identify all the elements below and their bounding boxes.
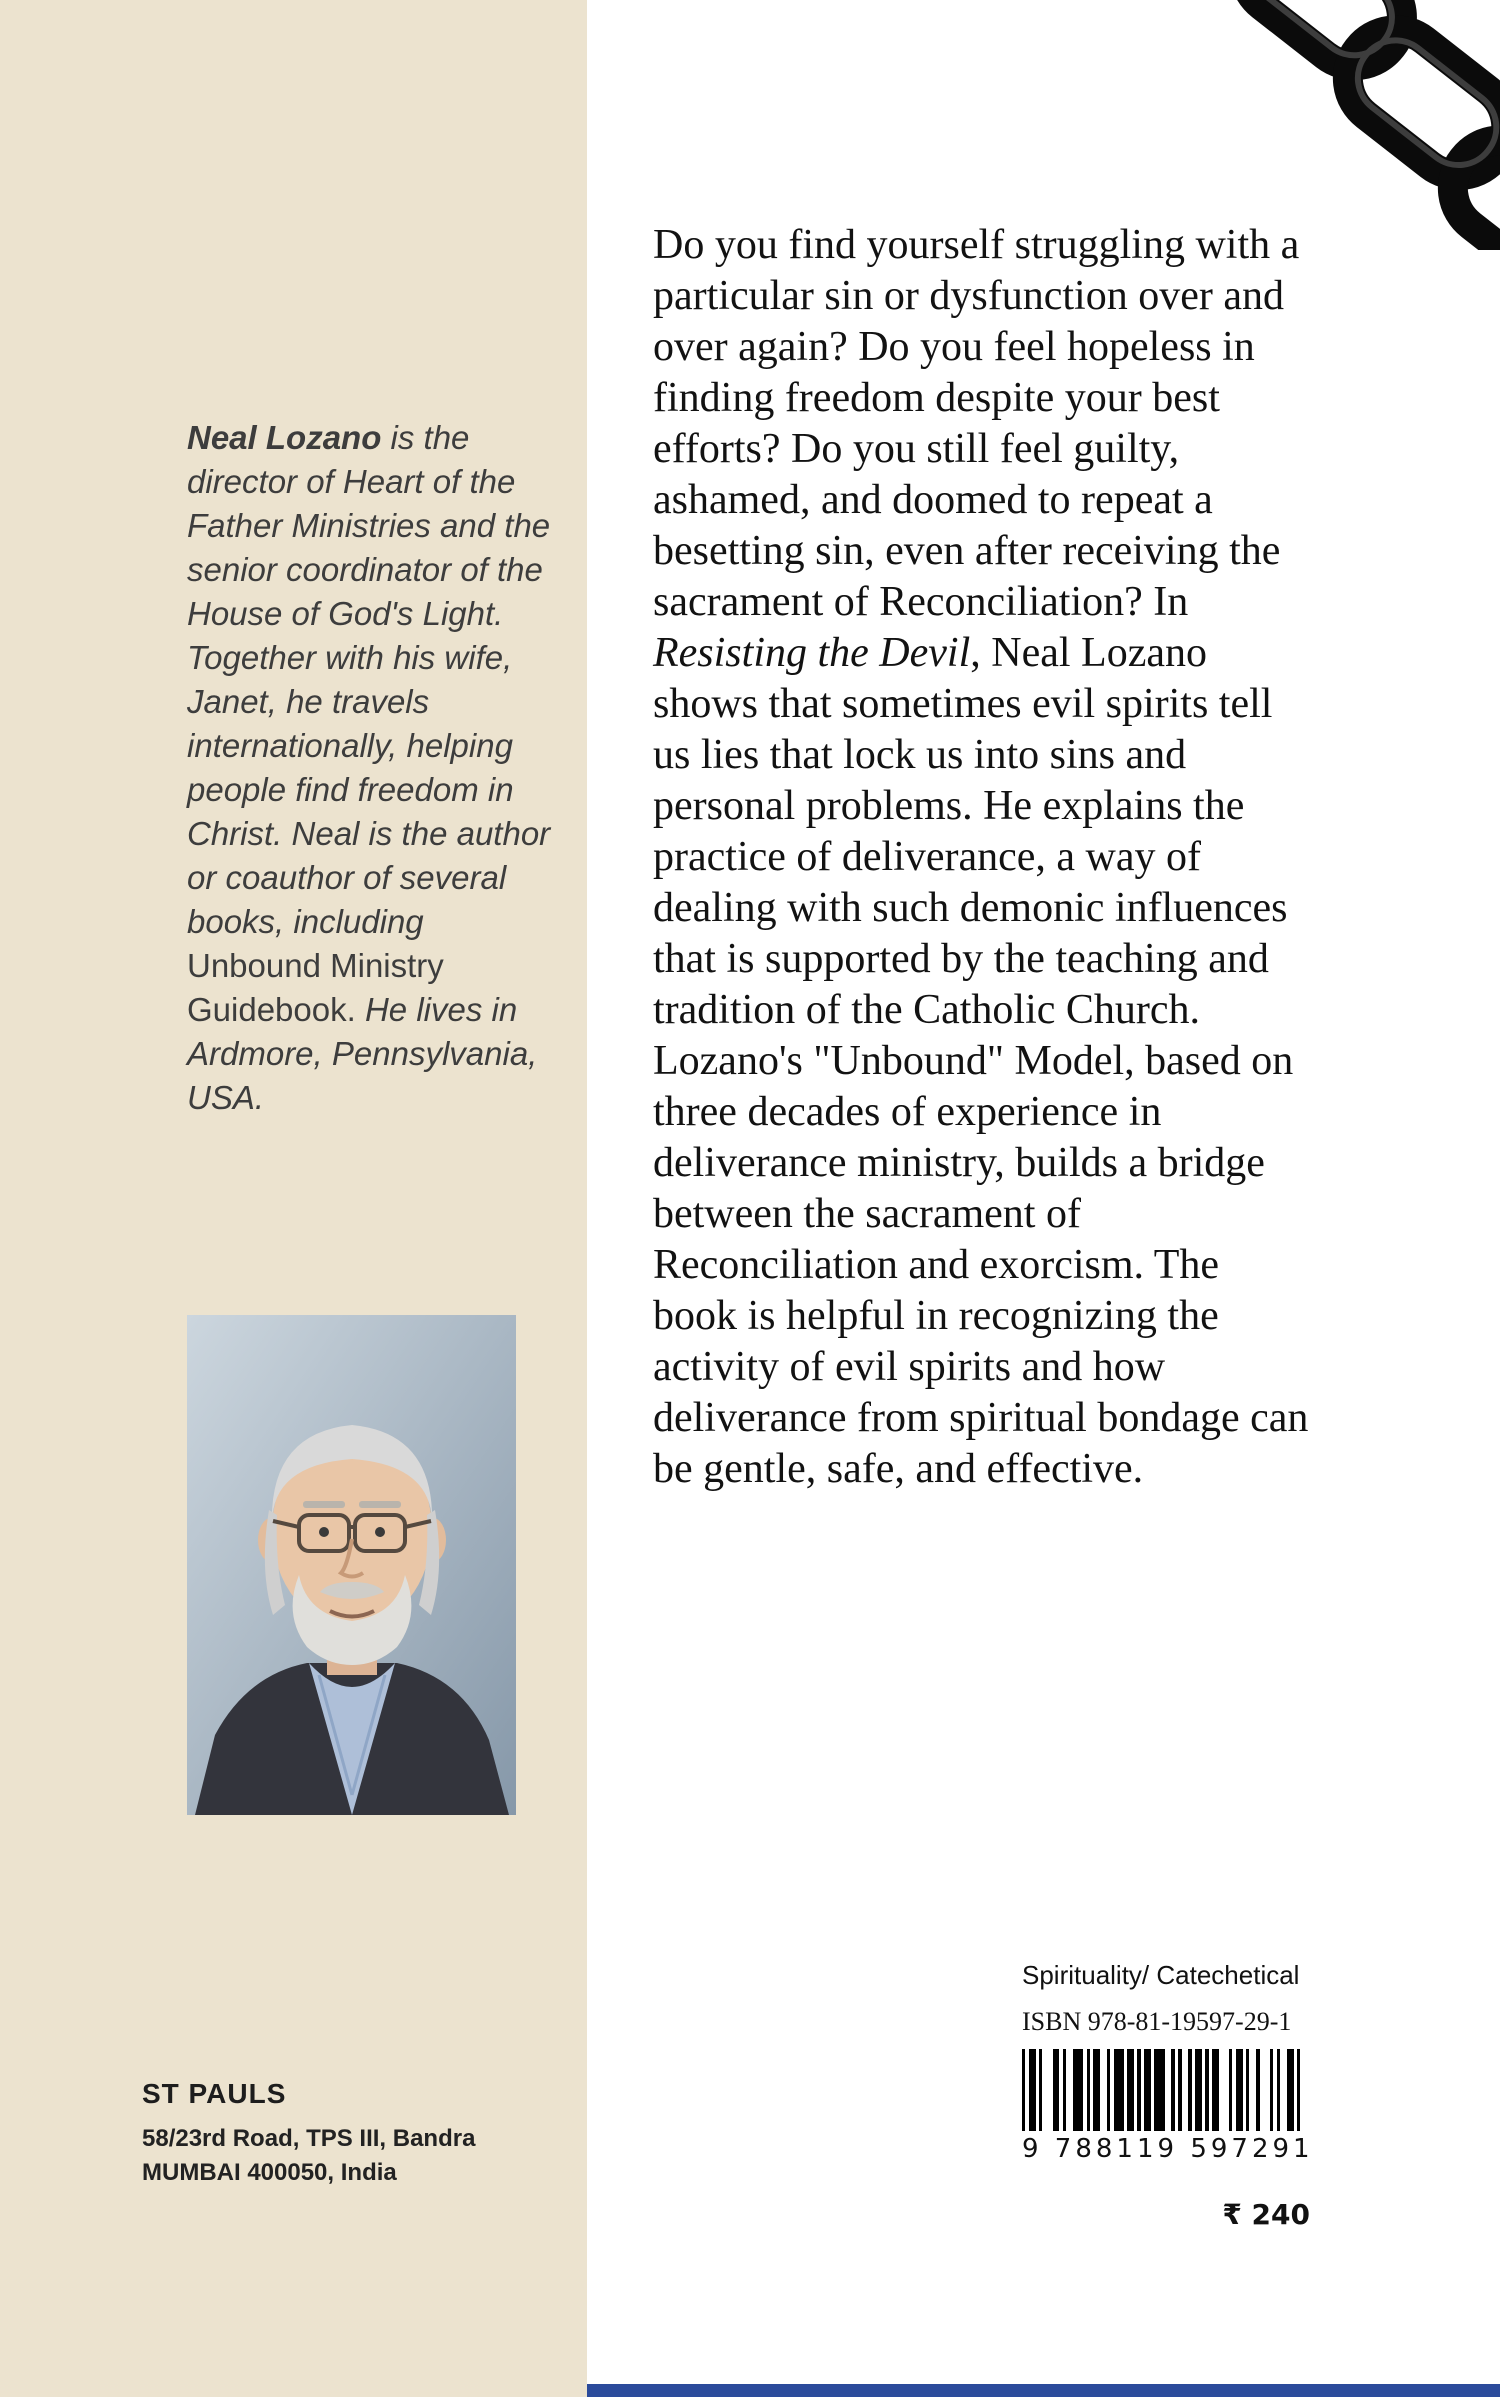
bio-text-closing: He lives in Ardmore, Pennsylvania, USA. xyxy=(187,991,538,1116)
publisher-name: ST PAULS xyxy=(142,2078,287,2109)
author-photo xyxy=(187,1315,516,1815)
isbn-label: ISBN 978-81-19597-29-1 xyxy=(1022,2007,1292,2036)
author-bio xyxy=(187,416,559,1120)
left-panel xyxy=(0,0,587,2397)
publisher-address-line1: 58/23rd Road, TPS III, Bandra xyxy=(142,2125,476,2152)
barcode xyxy=(1022,2049,1314,2164)
bio-text-start: is the director of Heart of the Father Ministries and the senior coordinator of the House of God's Light. Together with his wife, Janet, he travels internationally, helping people find freedom in Christ. Neal is the author or coauthor of several books, including xyxy=(187,419,551,940)
bottom-accent-bar xyxy=(587,2384,1500,2397)
description-part1: Do you find yourself struggling with a particular sin or dysfunction over and over again? Do you feel hopeless in finding freedom despite your best efforts? Do you still feel guilty, ashamed, and doomed to repeat a besetting sin, even after receiving the sacrament of Reconciliation? In xyxy=(653,222,1300,625)
publisher-block xyxy=(142,2078,475,2190)
barcode-number: 9 788119 597291 xyxy=(1022,2134,1314,2164)
publisher-address-line2: MUMBAI 400050, India xyxy=(142,2159,397,2186)
description-part2: , Neal Lozano shows that sometimes evil spirits tell us lies that lock us into sins and personal problems. He explains the practice of deliverance, a way of dealing with such demonic influences that is supported by the teaching and tradition of the Catholic Church. Lozano's "Unbound" Model, based on three decades of experience in deliverance ministry, builds a bridge between the sacrament of Reconciliation and exorcism. The book is helpful in recognizing the activity of evil spirits and how deliverance from spiritual bondage can be gentle, safe, and effective. xyxy=(653,630,1309,1492)
category-label: Spirituality/ Catechetical xyxy=(1022,1960,1300,1990)
author-name: Neal Lozano xyxy=(187,419,382,456)
meta-block xyxy=(1022,1960,1314,2231)
barcode-bars xyxy=(1022,2049,1307,2131)
bio-book-title-mention: Unbound Ministry Guidebook. xyxy=(187,947,444,1028)
book-title-italic: Resisting the Devil xyxy=(653,630,971,676)
back-cover-description xyxy=(653,220,1311,1495)
price-label: ₹ 240 xyxy=(1222,2198,1310,2231)
chain-icon xyxy=(1220,0,1500,250)
